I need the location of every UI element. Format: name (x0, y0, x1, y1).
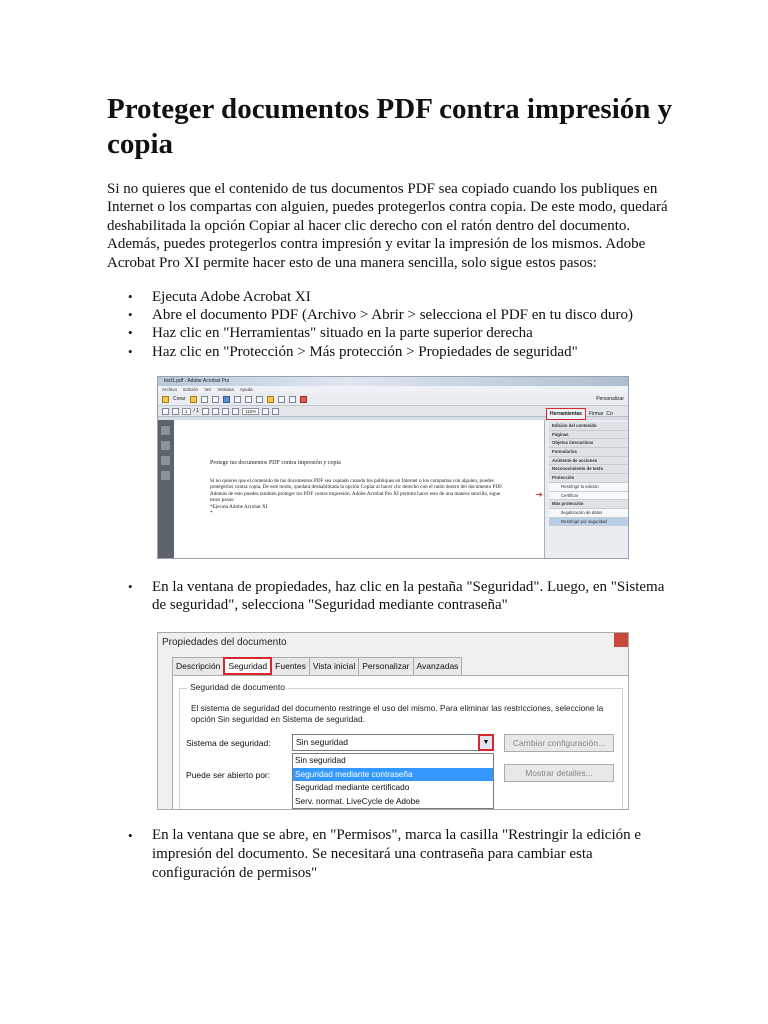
option-item: Sin seguridad (295, 755, 346, 765)
security-description: El sistema de seguridad del documento restringe el uso del mismo. Para eliminar las restricciones, seleccione la opción Sin seguridad en Sistema de seguridad. (191, 703, 604, 724)
tab-initial-view: Vista inicial (309, 657, 359, 675)
page-total: / 1 (193, 408, 200, 414)
panel-item-protection: Protección (549, 474, 628, 483)
doc-step: * (210, 510, 213, 517)
document-view (174, 420, 544, 559)
stamp-icon (278, 396, 285, 403)
security-system-label: Sistema de seguridad: (186, 738, 271, 748)
menu-item: Ventana (217, 387, 234, 392)
list-item: • Ejecuta Adobe Acrobat XI (107, 288, 667, 306)
attachments-panel-icon (161, 456, 170, 465)
panel-item: Edición del contenido (549, 422, 628, 431)
zoom-out-icon (222, 408, 229, 415)
edit-icon (234, 396, 241, 403)
acrobat-right-tabs (546, 407, 629, 420)
show-details-button: Mostrar detalles... (504, 764, 614, 782)
chevron-down-icon: ▼ (478, 734, 494, 751)
list-item: • Abre el documento PDF (Archivo > Abrir > selecciona el PDF en tu disco duro) (107, 306, 667, 324)
panel-subitem: Restringir por seguridad (549, 518, 628, 527)
sign-icon (300, 396, 307, 403)
list-item: • En la ventana de propiedades, haz clic en la pestaña "Seguridad". Luego, en "Sistema de seguridad", selecciona "Seguridad mediante contraseña" (107, 578, 677, 615)
tab-description: Descripción (172, 657, 224, 675)
menu-item: Ayuda (239, 387, 253, 392)
comment-icon (256, 396, 263, 403)
steps-list (107, 288, 667, 361)
option-item: Seguridad mediante certificado (295, 782, 410, 792)
acrobat-toolbar (158, 393, 628, 406)
panel-subitem: Certificar (549, 492, 628, 501)
list-item: • Haz clic en "Herramientas" situado en la parte superior derecha (107, 324, 667, 342)
hand-icon (212, 408, 219, 415)
page-title: Proteger documentos PDF contra impresión y copia (107, 93, 673, 160)
steps-list (107, 578, 677, 615)
menu-item: Edición (183, 387, 199, 392)
properties-dialog-screenshot (157, 632, 629, 810)
create-label: Crear (173, 396, 186, 402)
dialog-tabs (172, 657, 461, 675)
tools-pane (544, 420, 629, 559)
menu-item: Ver (204, 387, 212, 392)
open-folder-icon (190, 396, 197, 403)
menu-item: Archivo (162, 387, 178, 392)
create-icon (162, 396, 169, 403)
close-icon (614, 633, 628, 647)
fit-page-icon (262, 408, 269, 415)
page-number-field: 1 (182, 408, 191, 415)
doc-text (210, 478, 510, 516)
doc-paragraph: Si no quieres que el contenido de tus documentos PDF sea copiado cuando los publiques en Internet o los compartas con alguien, puedes protegerlos contra copia. De este modo, quedará deshabilitada la opción Copiar al hacer clic derecho con el ratón dentro del documento PDF. Además de esto puedes también proteger tus PDF contra impresión. Adobe Acrobat Pro XI permite hacer esto de una manera sencilla, sigue estos pasos: (210, 478, 503, 504)
next-page-icon (172, 408, 179, 415)
tab-customize: Personalizar (358, 657, 413, 675)
customize-label: Personalizar (596, 396, 624, 402)
arrow-icon: ➔ (536, 490, 543, 499)
email-icon (245, 396, 252, 403)
select-value: Sin seguridad (296, 737, 348, 747)
acrobat-menubar (158, 386, 628, 393)
zoom-in-icon (232, 408, 239, 415)
prev-page-icon (162, 408, 169, 415)
bookmarks-panel-icon (161, 441, 170, 450)
open-by-label: Puede ser abierto por: (186, 770, 271, 780)
pages-icon (201, 396, 208, 403)
attach-icon (289, 396, 296, 403)
panel-subitem: Ilegalización de datos (549, 509, 628, 518)
select-icon (202, 408, 209, 415)
acrobat-screenshot (157, 376, 629, 559)
change-settings-button: Cambiar configuración... (504, 734, 614, 752)
doc-title: Protege tus documentos PDF contra impresión y copia (210, 460, 341, 466)
comment-tab: Co (606, 410, 613, 417)
panel-item: Objetos interactivos (549, 439, 628, 448)
tools-tab: Herramientas (546, 408, 586, 420)
tab-advanced: Avanzadas (413, 657, 463, 675)
sign-tab: Firmar (588, 410, 604, 417)
tab-fonts: Fuentes (271, 657, 310, 675)
security-options-list (292, 753, 494, 809)
list-item: • Haz clic en "Protección > Más protección > Propiedades de seguridad" (107, 343, 667, 361)
intro-paragraph: Si no quieres que el contenido de tus documentos PDF sea copiado cuando los publiques en Internet o los compartas con alguien, puedes protegerlos contra copia. De este modo, quedará deshabilitada la opción Copiar al hacer clic derecho con el ratón dentro del documento. Además, puedes protegerlos contra impresión y evitar la impresión de los mismos. Adobe Acrobat Pro XI permite hacer esto de una manera sencilla, solo sigue estos pasos: (107, 181, 668, 271)
signatures-panel-icon (161, 471, 170, 480)
acrobat-window-title: test1.pdf - Adobe Acrobat Pro (158, 377, 628, 386)
print-icon (223, 396, 230, 403)
panel-subitem: Restringir la edición (549, 483, 628, 492)
panel-item: Más protección (549, 500, 628, 509)
doc-step: *Ejecuta Adobe Acrobat XI (210, 503, 268, 510)
group-title: Seguridad de documento (187, 682, 288, 692)
zoom-field: 110% (242, 408, 259, 415)
tools-panel-list (545, 420, 629, 526)
navigation-pane (158, 420, 174, 559)
steps-list (107, 826, 667, 883)
panel-item: Reconocimiento de texto (549, 465, 628, 474)
settings-icon (212, 396, 219, 403)
option-item: Serv. normat. LiveCycle de Adobe (295, 795, 420, 806)
security-system-select (292, 734, 494, 751)
list-item: • En la ventana que se abre, en "Permisos", marca la casilla "Restringir la edición e impresión del documento. Se necesitará una contraseña para cambiar esta configuración de permisos" (107, 826, 667, 883)
tab-security: Seguridad (223, 657, 272, 675)
option-item-selected: Seguridad mediante contraseña (293, 768, 493, 782)
panel-item: Asistente de acciones (549, 457, 628, 466)
panel-item: Páginas (549, 431, 628, 440)
pages-panel-icon (161, 426, 170, 435)
fit-width-icon (272, 408, 279, 415)
highlight-icon (267, 396, 274, 403)
acrobat-workspace (158, 420, 629, 559)
panel-item: Formularios (549, 448, 628, 457)
dialog-title: Propiedades del documento (158, 633, 628, 653)
